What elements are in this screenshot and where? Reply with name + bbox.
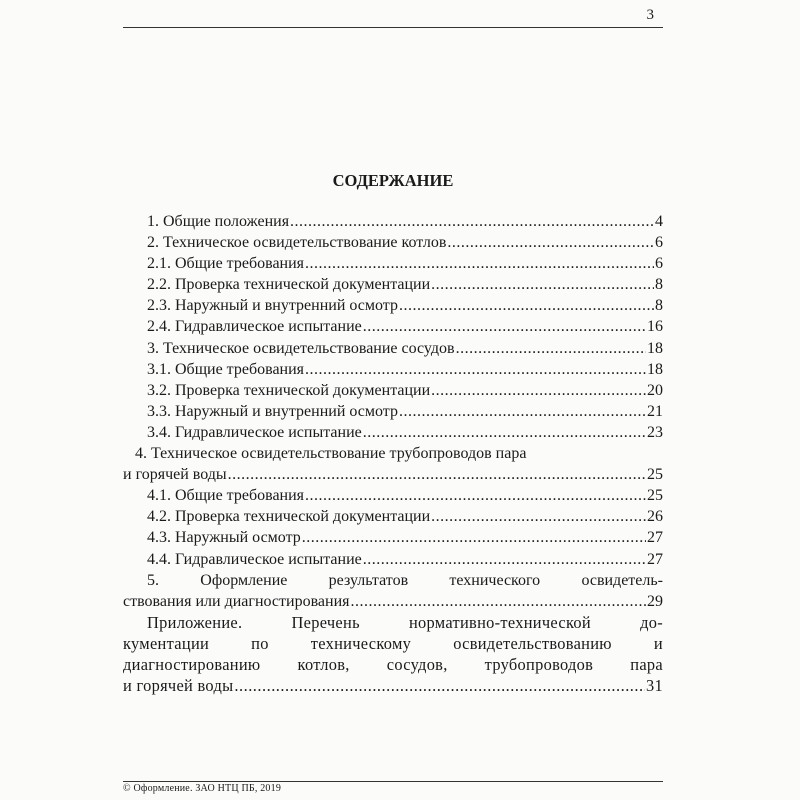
- toc-page-number: 18: [647, 360, 663, 378]
- toc-entry-label: 3.3. Наружный и внутренний осмотр: [147, 402, 398, 420]
- toc-entry-label: 2.4. Гидравлическое испытание: [147, 318, 362, 336]
- toc-entry-label: диагностированию котлов, сосудов, трубопроводов пара: [123, 654, 663, 674]
- toc-entry-label: и горячей воды: [123, 466, 227, 484]
- toc-entry-label: 4.3. Наружный осмотр: [147, 529, 301, 547]
- toc-page-number: 23: [647, 423, 663, 441]
- toc-entry-3-3: [123, 401, 663, 422]
- toc-entry-last-line: [123, 591, 663, 612]
- toc-entry-2-4: [123, 316, 663, 337]
- toc-entry-appendix: [123, 612, 663, 696]
- toc-leader-dots: [302, 527, 646, 548]
- toc-page-number: 8: [655, 297, 663, 315]
- toc-page-number: 27: [647, 550, 663, 568]
- toc-entry-4-1: [123, 485, 663, 506]
- toc-entry-2: [123, 232, 663, 253]
- toc-leader-dots: [305, 485, 646, 506]
- toc-leader-dots: [431, 506, 646, 527]
- toc-leader-dots: [363, 549, 646, 570]
- toc-entry-2-2: [123, 274, 663, 295]
- toc-entry-4-3: [123, 527, 663, 548]
- toc-entry-label: 2.2. Проверка технической документации: [147, 276, 431, 294]
- toc-entry-label: 4.1. Общие требования: [147, 487, 305, 505]
- toc-entry-3-2: [123, 380, 663, 401]
- toc-page-number: 16: [647, 318, 663, 336]
- toc-entry-label: 1. Общие положения: [147, 213, 290, 230]
- toc-page-number: 6: [655, 255, 663, 273]
- toc-entry-1: [123, 211, 663, 232]
- toc-leader-dots: [399, 401, 646, 422]
- toc-page-number: 21: [647, 402, 663, 420]
- toc-page-number: 18: [647, 339, 663, 357]
- toc-entry-label: 2. Техническое освидетельствование котлов: [147, 234, 447, 252]
- table-of-contents: [123, 211, 663, 696]
- toc-entry-4: [123, 443, 663, 485]
- toc-leader-dots: [305, 359, 646, 380]
- toc-entry-label: 3. Техническое освидетельствование сосудов: [147, 339, 455, 357]
- toc-page-number: 8: [655, 276, 663, 294]
- toc-page-number: 6: [655, 234, 663, 252]
- toc-entry-label: и горячей воды: [123, 676, 234, 696]
- toc-leader-dots: [228, 464, 646, 485]
- toc-page-number: 26: [647, 508, 663, 526]
- header-rule: [123, 27, 663, 28]
- toc-entry-3: [123, 338, 663, 359]
- toc-entry-2-1: [123, 253, 663, 274]
- toc-entry-last-line: [123, 675, 663, 696]
- toc-entry-5: [123, 570, 663, 612]
- toc-leader-dots: [305, 253, 654, 274]
- toc-entry-label: 3.1. Общие требования: [147, 360, 305, 378]
- toc-page-number: 25: [647, 466, 663, 484]
- toc-entry-label: Приложение. Перечень нормативно-технической до-: [147, 612, 663, 632]
- toc-entry-label: кументации по техническому освидетельствованию и: [123, 633, 663, 653]
- toc-entry-label: 2.1. Общие требования: [147, 255, 305, 273]
- toc-leader-dots: [431, 380, 646, 401]
- toc-page-number: 4: [655, 213, 663, 230]
- toc-leader-dots: [290, 211, 654, 232]
- toc-page-number: 29: [647, 592, 663, 610]
- toc-entry-last-line: [123, 464, 663, 485]
- toc-entry-label: 4. Техническое освидетельствование трубопроводов пара: [135, 445, 527, 463]
- toc-title: СОДЕРЖАНИЕ: [332, 171, 454, 190]
- toc-entry-2-3: [123, 295, 663, 316]
- footer-copyright: © Оформление. ЗАО НТЦ ПБ, 2019: [123, 783, 282, 794]
- toc-leader-dots: [234, 675, 645, 696]
- toc-entry-label: 4.2. Проверка технической документации: [147, 508, 431, 526]
- toc-entry-label: 3.2. Проверка технической документации: [147, 381, 431, 399]
- toc-leader-dots: [399, 295, 654, 316]
- toc-entry-4-4: [123, 549, 663, 570]
- toc-entry-label: 4.4. Гидравлическое испытание: [147, 550, 362, 568]
- toc-page-number: 20: [647, 381, 663, 399]
- footer-rule: [123, 781, 663, 782]
- toc-entry-label: 5. Оформление результатов технического освидетель-: [147, 571, 663, 589]
- toc-entry-label: 2.3. Наружный и внутренний осмотр: [147, 297, 398, 315]
- toc-leader-dots: [447, 232, 654, 253]
- toc-leader-dots: [456, 338, 646, 359]
- toc-entry-3-4: [123, 422, 663, 443]
- toc-leader-dots: [431, 274, 654, 295]
- toc-leader-dots: [351, 591, 647, 612]
- toc-leader-dots: [363, 316, 646, 337]
- toc-entry-4-2: [123, 506, 663, 527]
- page-number: 3: [646, 7, 654, 23]
- toc-entry-label: ствования или диагностирования: [123, 592, 350, 610]
- toc-leader-dots: [363, 422, 646, 443]
- toc-entry-label: 3.4. Гидравлическое испытание: [147, 423, 362, 441]
- toc-entry-3-1: [123, 359, 663, 380]
- toc-page-number: 27: [647, 529, 663, 547]
- toc-page-number: 31: [646, 676, 663, 696]
- toc-page-number: 25: [647, 487, 663, 505]
